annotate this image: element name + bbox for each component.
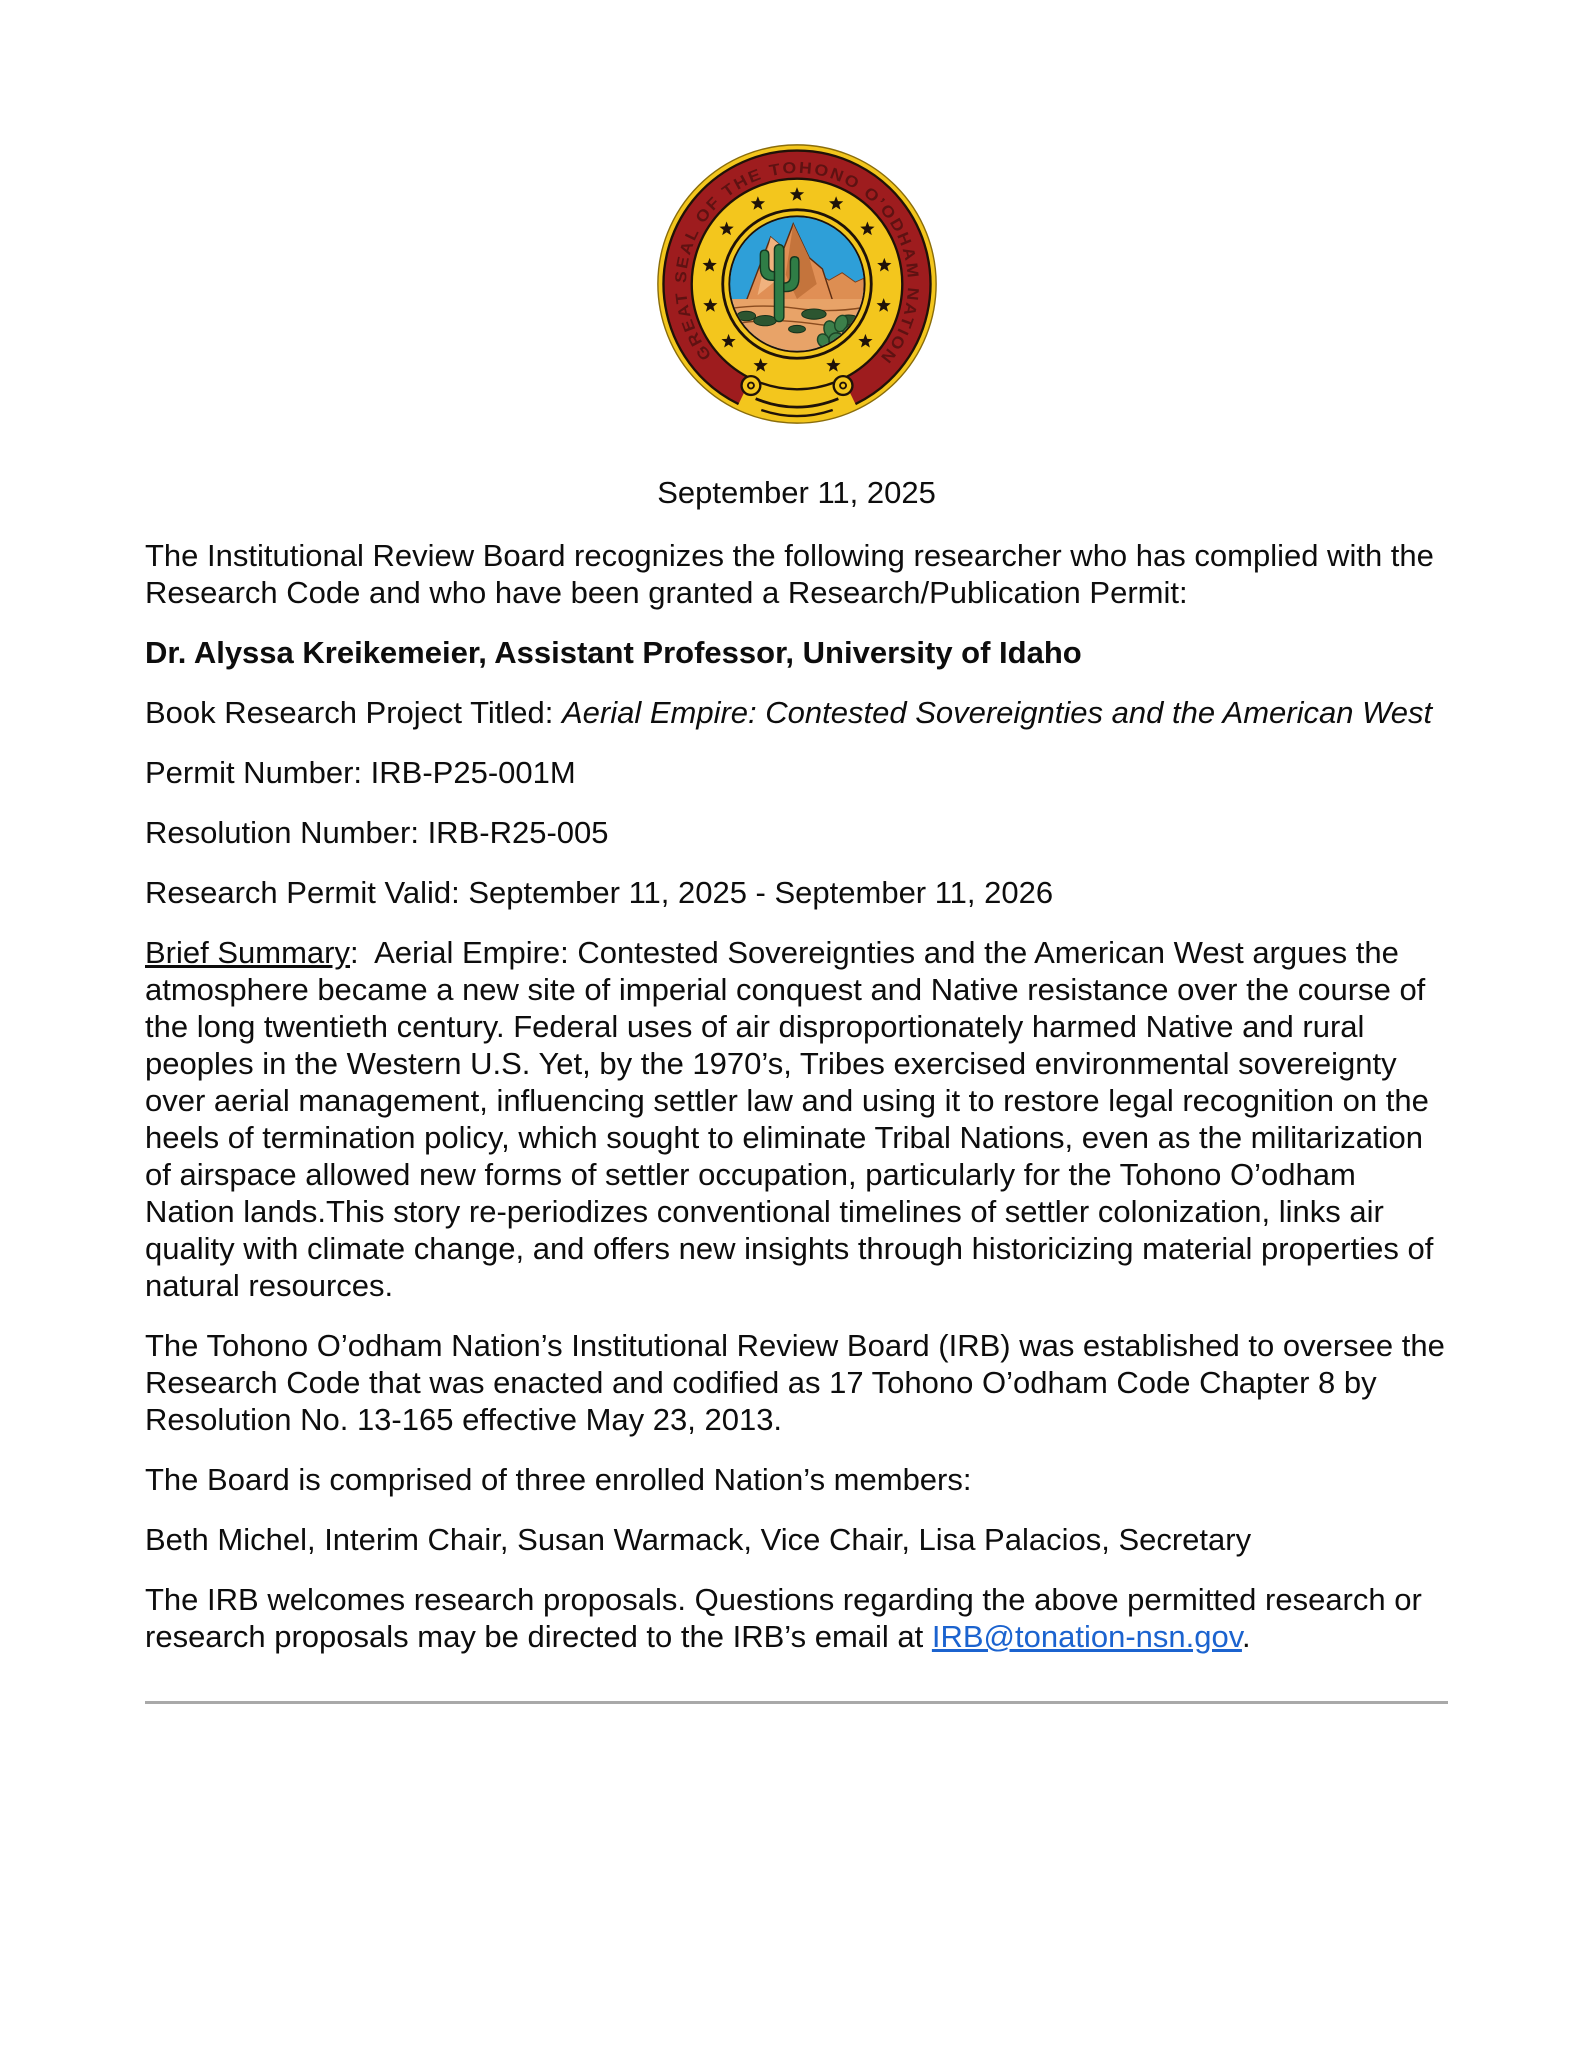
seal-ring-text: GREAT SEAL OF THE TOHONO O’ODHAM NATION [672,159,921,367]
irb-email-link[interactable]: IRB@tonation-nsn.gov [931,1619,1242,1654]
project-title-text: Aerial Empire: Contested Sovereignties and the American West [561,695,1433,730]
brief-summary-label: Brief Summary [145,935,350,970]
resolution-number: Resolution Number: IRB-R25-005 [145,815,609,850]
board-intro: The Board is comprised of three enrolled Nation’s members: [145,1462,972,1497]
intro-paragraph: The Institutional Review Board recognizes the following researcher who has complied with the Research Code and who have been granted a Research/Publication Permit: [145,538,1434,610]
bottom-divider [145,1701,1448,1704]
tohono-oodham-nation-seal [656,140,938,428]
permit-valid-dates: Research Permit Valid: September 11, 2025 - September 11, 2026 [145,875,1054,910]
project-title-paragraph [145,694,1448,731]
seal-graphic [656,140,938,428]
brief-summary-text: : Aerial Empire: Contested Sovereignties and the American West argues the atmosphere became a new site of imperial conquest and Native resistance over the course of the long twentieth century. Federal uses of air disproportionately harmed Native and rural peoples in the Western U.S. Yet, by the 1970’s, Tribes exercised environmental sovereignty over aerial management, influencing settler law and using it to restore legal recognition on the heels of termination policy, which sought to eliminate Tribal Nations, even as the militarization of airspace allowed new forms of settler occupation, particularly for the Tohono O’odham Nation lands.This story re-periodizes conventional timelines of settler colonization, links air quality with climate change, and offers new insights through historicizing material properties of natural resources. [145,935,1442,1303]
researcher-name: Dr. Alyssa Kreikemeier, Assistant Professor, University of Idaho [145,635,1082,670]
project-title-label: Book Research Project Titled: [145,695,562,730]
permit-number: Permit Number: IRB-P25-001M [145,755,576,790]
closing-period: . [1241,1619,1251,1654]
seal-desert-scene [730,217,863,350]
closing-paragraph [145,1581,1448,1655]
board-members: Beth Michel, Interim Chair, Susan Warmack, Vice Chair, Lisa Palacios, Secretary [145,1522,1252,1557]
closing-text: The IRB welcomes research proposals. Questions regarding the above permitted research or research proposals may be directed to the IRB’s email at [145,1582,1422,1654]
letter-date: September 11, 2025 [657,475,936,510]
brief-summary-paragraph [145,934,1448,1304]
irb-establishment-paragraph: The Tohono O’odham Nation’s Institutional Review Board (IRB) was established to oversee the Research Code that was enacted and codified as 17 Tohono O’odham Code Chapter 8 by Resolution No. 13-165 effective May 23, 2013. [145,1328,1445,1437]
